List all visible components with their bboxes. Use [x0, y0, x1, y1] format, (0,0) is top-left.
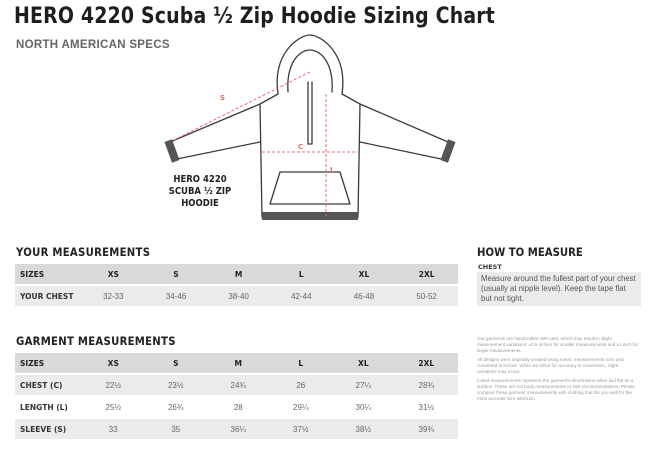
table-cell: 26¾: [145, 396, 208, 418]
hoodie-label: [158, 174, 243, 210]
waistband: [262, 212, 358, 220]
header-cell: M: [207, 264, 270, 285]
table-header-row: [15, 353, 458, 374]
right-sleeve: [360, 104, 448, 160]
sleeve-marker: S: [220, 94, 226, 102]
table-cell: 32-33: [82, 285, 145, 306]
left-cuff: [164, 139, 179, 162]
row-label: YOUR CHEST: [15, 285, 82, 306]
right-cuff: [440, 139, 455, 162]
table-row: [15, 396, 458, 418]
header-cell: S: [145, 353, 208, 374]
table-cell: 25½: [82, 396, 145, 418]
region-subtitle: NORTH AMERICAN SPECS: [16, 39, 170, 51]
hoodie-label-name: SCUBA ½ ZIP HOODIE: [168, 186, 232, 209]
table-cell: 34-46: [145, 285, 208, 306]
zipper: [308, 82, 312, 144]
fine-print-notes: [477, 336, 639, 405]
length-marker: L: [330, 166, 335, 174]
chest-marker: C: [298, 143, 304, 151]
table-cell: 50-52: [395, 285, 458, 306]
table-cell: 26: [270, 374, 333, 396]
header-cell: 2XL: [395, 264, 458, 285]
table-cell: 42-44: [270, 285, 333, 306]
table-cell: 38½: [332, 418, 395, 439]
hood-outline: [277, 35, 343, 94]
row-label: SLEEVE (S): [15, 418, 82, 439]
table-cell: 31½: [395, 396, 458, 418]
note-paragraph: Our garments are handcrafted with care, which may result in slight measurement variations: ±0.5 inches for smaller measurements and ±1 inch for larger measurements.: [477, 336, 639, 353]
kangaroo-pocket: [270, 172, 350, 204]
row-label: LENGTH (L): [15, 396, 82, 418]
header-cell: L: [270, 264, 333, 285]
header-cell: 2XL: [395, 353, 458, 374]
sleeve-measure-line: [174, 72, 310, 140]
header-cell: SIZES: [15, 353, 82, 374]
note-paragraph: All designs were originally created using metric measurements (cm) and converted to inches. While we strive for accuracy in conversion, slight variations may occur.: [477, 357, 624, 374]
table-cell: 28¾: [395, 374, 458, 396]
table-cell: 37½: [270, 418, 333, 439]
how-to-measure-title: HOW TO MEASURE: [477, 245, 583, 259]
table-cell: 38-40: [207, 285, 270, 306]
table-cell: 23½: [145, 374, 208, 396]
table-cell: 36¼: [207, 418, 270, 439]
chest-heading: CHEST: [478, 263, 502, 271]
header-cell: M: [207, 353, 270, 374]
body-outline: [260, 94, 360, 217]
table-cell: 35: [145, 418, 208, 439]
table-cell: 46-48: [333, 285, 396, 306]
table-row: [15, 374, 458, 396]
table-cell: 33: [82, 418, 145, 439]
header-cell: XL: [333, 264, 396, 285]
table-cell: 22½: [82, 374, 145, 396]
header-cell: XL: [332, 353, 395, 374]
garment-measurements-title: GARMENT MEASUREMENTS: [16, 334, 176, 348]
table-header-row: [15, 264, 458, 285]
hoodie-label-model: HERO 4220: [173, 174, 227, 185]
your-measurements-table: [15, 264, 458, 306]
your-measurements-title: YOUR MEASUREMENTS: [16, 245, 151, 259]
header-cell: S: [145, 264, 208, 285]
table-cell: 27¼: [332, 374, 395, 396]
table-cell: 28: [207, 396, 270, 418]
hood-inner: [288, 50, 332, 92]
table-cell: 39¾: [395, 418, 458, 439]
table-cell: 24¾: [207, 374, 270, 396]
left-sleeve: [170, 104, 260, 160]
row-label: CHEST (C): [15, 374, 82, 396]
header-cell: XS: [82, 264, 145, 285]
chest-instructions: Measure around the fullest part of your chest (usually at nipple level). Keep the tape flat but not tight.: [477, 272, 641, 306]
note-paragraph: Listed measurements represent the garment's dimensions when laid flat on a surface. These are not body measurements or size recommendations. Please compare these garment measurements with clothing that fits you well for the most accurate size selection.: [477, 378, 635, 401]
table-cell: 29¼: [270, 396, 333, 418]
table-cell: 30¼: [332, 396, 395, 418]
header-cell: XS: [82, 353, 145, 374]
garment-measurements-table: [15, 353, 458, 439]
table-row: [15, 418, 458, 439]
page-title: HERO 4220 Scuba ½ Zip Hoodie Sizing Chart: [14, 4, 495, 29]
table-row: [15, 285, 458, 306]
header-cell: SIZES: [15, 264, 82, 285]
header-cell: L: [270, 353, 333, 374]
